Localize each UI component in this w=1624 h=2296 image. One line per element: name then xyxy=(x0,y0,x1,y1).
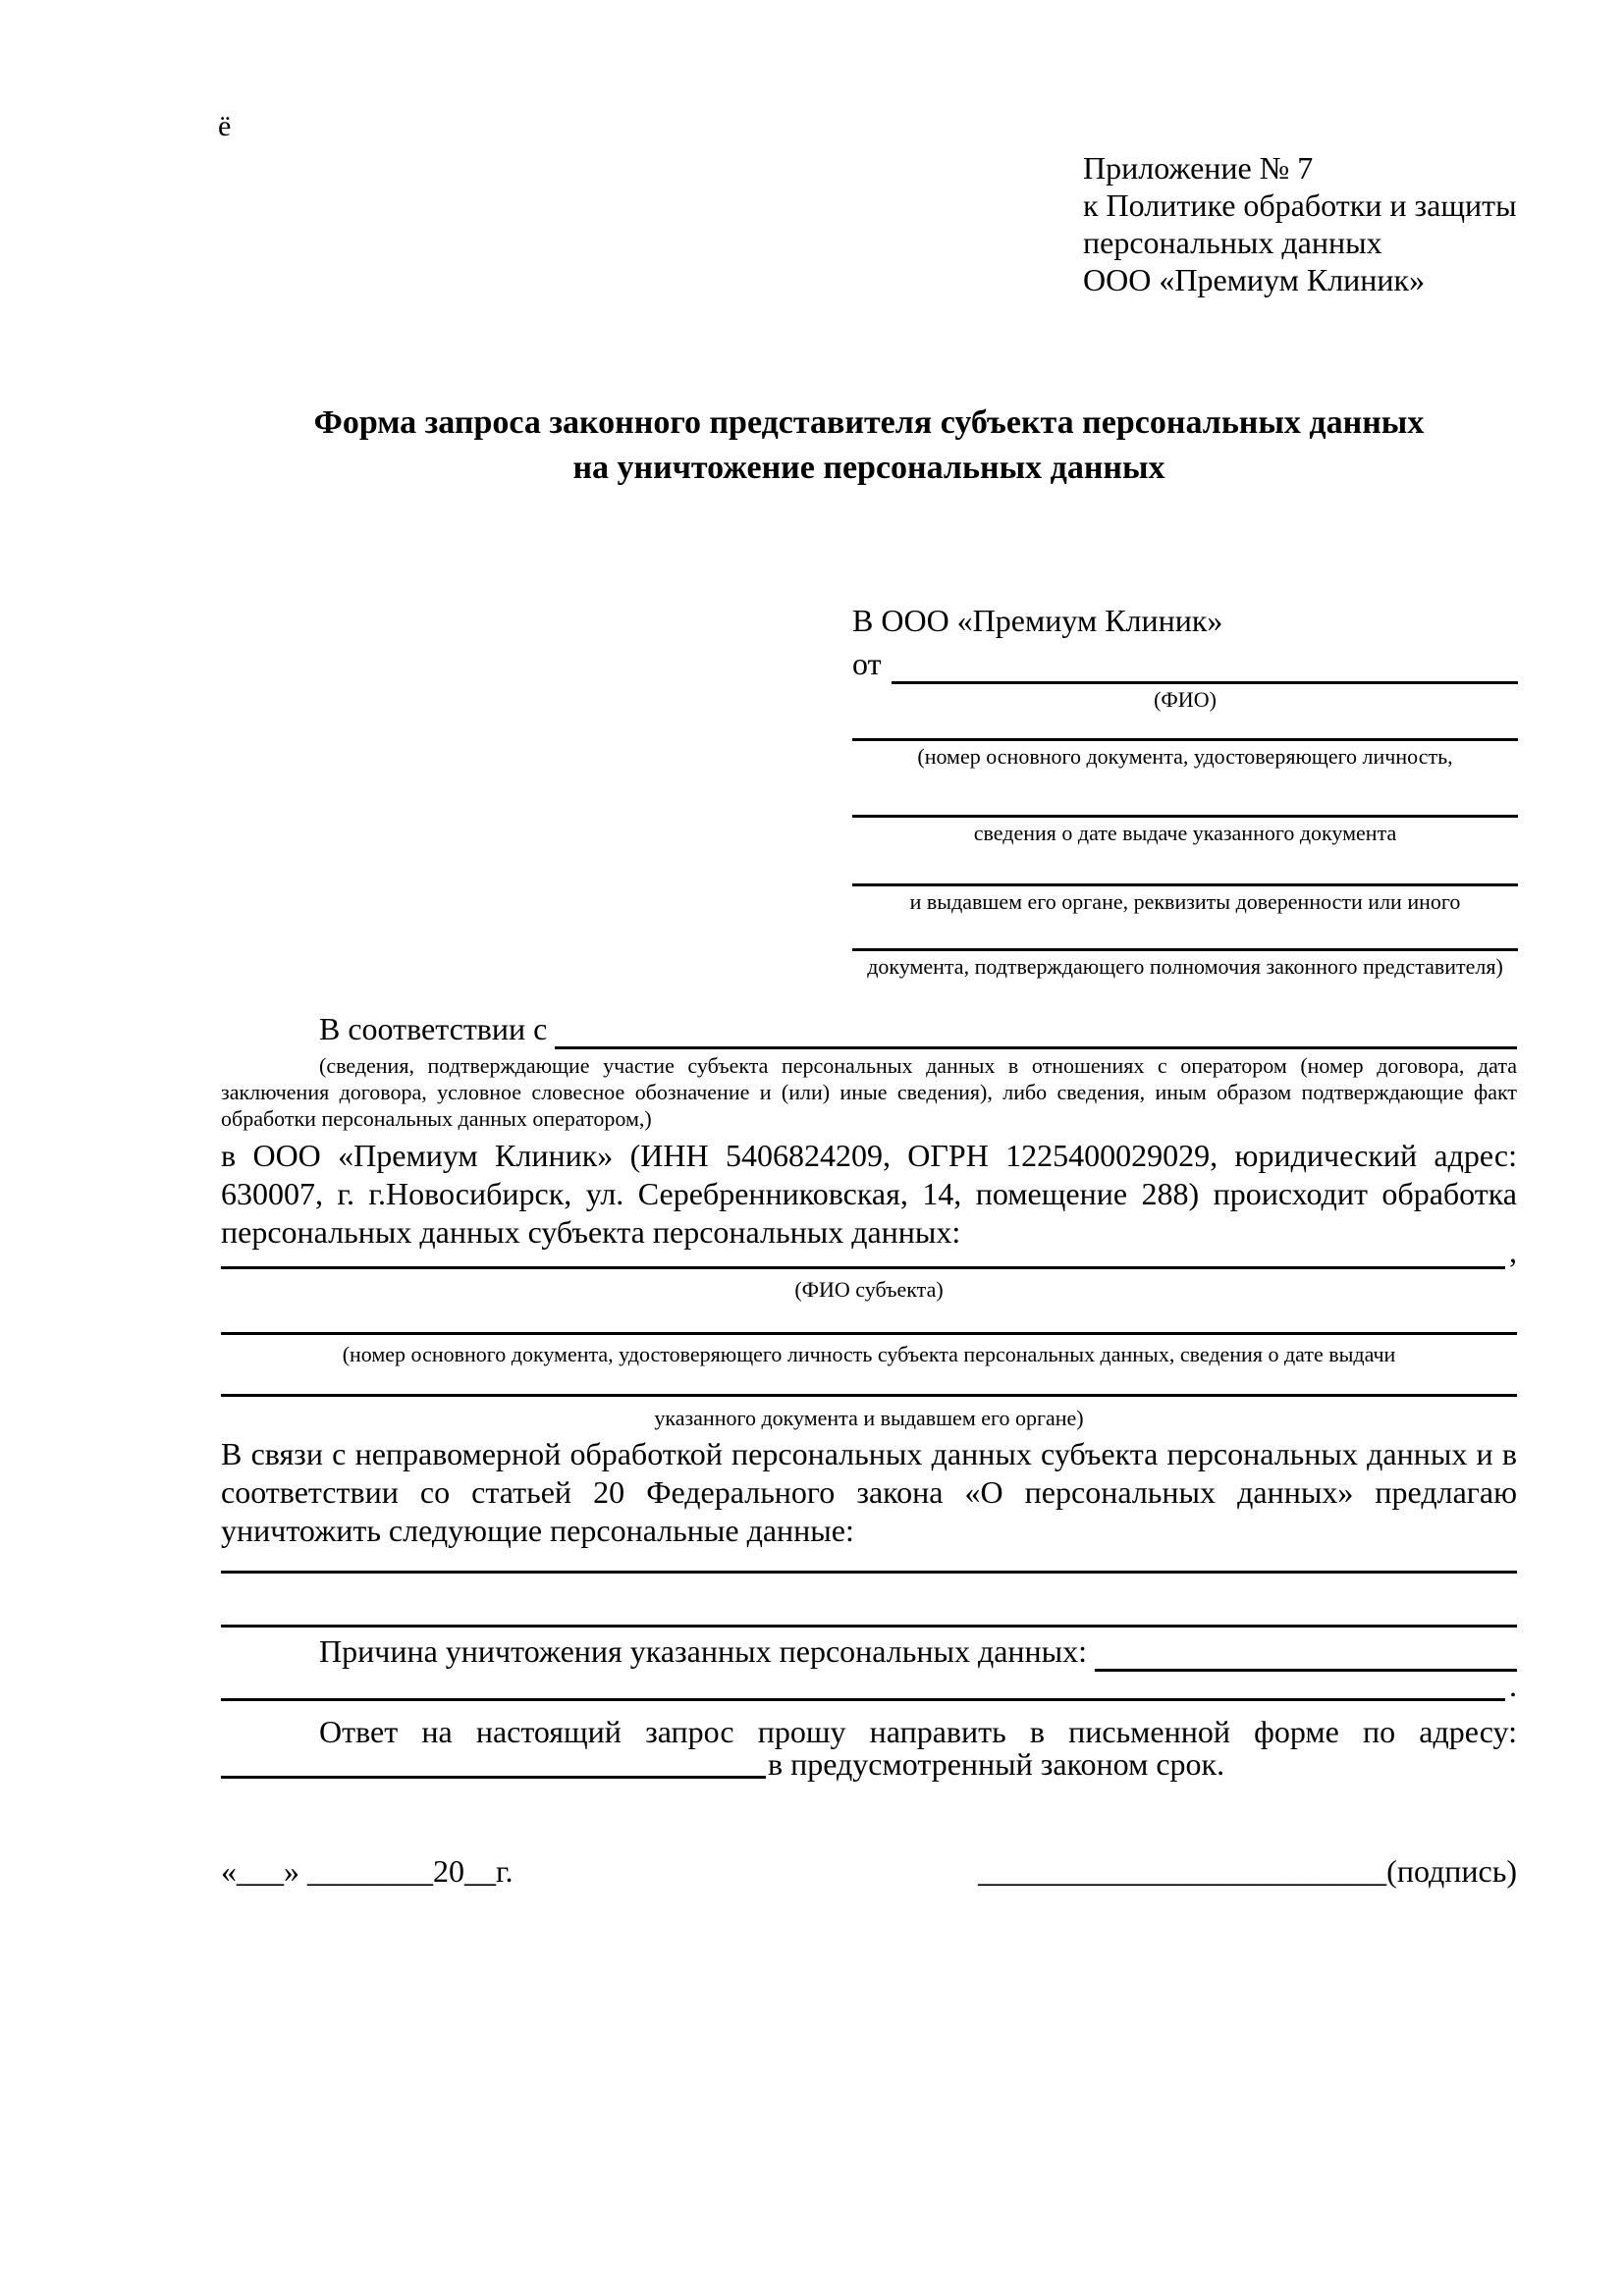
addressee-block xyxy=(852,601,1518,980)
representative-doc-caption: документа, подтверждающего полномочия законного представителя) xyxy=(867,954,1503,979)
reply-suffix-text: в предусмотренный законом срок. xyxy=(768,1746,1225,1782)
subject-fio-caption: (ФИО субъекта) xyxy=(794,1277,944,1302)
reply-request-paragraph: Ответ на настоящий запрос прошу направить в письменной форме по адресу: xyxy=(319,1714,1517,1749)
subject-doc-caption-1: (номер основного документа, удостоверяющего личность субъекта персональных данных, сведения о дате выдачи xyxy=(342,1342,1396,1366)
subject-doc-blank-line xyxy=(221,1332,1517,1335)
appendix-line: Приложение № 7 xyxy=(1083,150,1314,186)
appendix-line: персональных данных xyxy=(1083,225,1382,260)
signature-area xyxy=(978,1853,1517,1890)
representative-doc-blank-line xyxy=(852,713,1518,741)
reason-period: . xyxy=(1509,1668,1517,1703)
stray-letter: ё xyxy=(218,110,232,142)
signature-blank-line: __________________________ xyxy=(978,1853,1387,1889)
from-label: от xyxy=(852,646,882,681)
data-to-destroy-blank-line xyxy=(221,1625,1517,1628)
appendix-line: к Политике обработки и защиты xyxy=(1083,187,1517,223)
date-blank-line: «___» ________20__г. xyxy=(221,1853,514,1889)
signature-caption: (подпись) xyxy=(1386,1853,1517,1889)
in-accordance-label: В соответствии с xyxy=(319,1011,548,1046)
subject-fio-comma: , xyxy=(1509,1234,1517,1269)
subject-doc-caption-2: указанного документа и выдавшем его органе) xyxy=(654,1406,1084,1430)
in-accordance-row xyxy=(221,1011,1517,1049)
subject-fio-row xyxy=(221,1233,1517,1269)
addressee-to: В ООО «Премиум Клиник» xyxy=(852,603,1223,638)
representative-doc-blank-line xyxy=(852,915,1518,951)
accordance-caption: (сведения, подтверждающие участие субъекта персональных данных в отношениях с оператором (номер договора, дата заключения договора, условное словесное обозначение и (или) иные сведения), либо сведения, иным образом подтверждающие факт обработки персональных данных оператором,) xyxy=(221,1053,1517,1131)
destruction-reason-blank-line-2 xyxy=(221,1667,1505,1701)
representative-doc-caption: сведения о дате выдаче указанного документа xyxy=(973,821,1397,845)
reply-address-blank-line xyxy=(221,1746,766,1779)
form-title-line-2: на уничтожение персональных данных xyxy=(572,450,1165,486)
representative-doc-caption: и выдавшем его органе, реквизиты доверенности или иного xyxy=(909,889,1461,914)
representative-doc-caption: (номер основного документа, удостоверяющего личность, xyxy=(917,744,1453,769)
representative-doc-blank-line xyxy=(852,770,1518,818)
form-title xyxy=(221,400,1517,491)
appendix-line: ООО «Премиум Клиник» xyxy=(1083,262,1426,297)
reply-address-row xyxy=(221,1746,1517,1783)
form-title-line-1: Форма запроса законного представителя субъекта персональных данных xyxy=(313,404,1425,441)
operator-paragraph: в ООО «Премиум Клиник» (ИНН 5406824209, ОГРН 1225400029029, юридический адрес: 630007, г. г.Новосибирск, ул. Серебренниковская, 14, помещение 288) происходит обработка персональных данных субъекта персональных данных: xyxy=(221,1138,1517,1250)
appendix-note xyxy=(1083,149,1517,298)
representative-doc-blank-line xyxy=(852,846,1518,886)
subject-fio-blank-line xyxy=(221,1233,1505,1269)
destruction-reason-label: Причина уничтожения указанных персональных данных: xyxy=(319,1633,1088,1669)
data-to-destroy-blank-line xyxy=(221,1571,1517,1574)
signature-footer xyxy=(221,1853,1517,1890)
from-blank-line xyxy=(892,646,1518,684)
fio-caption: (ФИО) xyxy=(1154,687,1217,712)
destruction-reason-row-2 xyxy=(221,1667,1517,1701)
subject-doc-blank-line xyxy=(221,1394,1517,1397)
from-field-row xyxy=(852,646,1518,684)
unlawful-processing-paragraph: В связи с неправомерной обработкой персональных данных субъекта персональных данных и в соответствии со статьей 20 Федерального закона «О персональных данных» предлагаю уничтожить следующие персональные данные: xyxy=(221,1436,1517,1548)
in-accordance-blank-line xyxy=(555,1011,1517,1049)
